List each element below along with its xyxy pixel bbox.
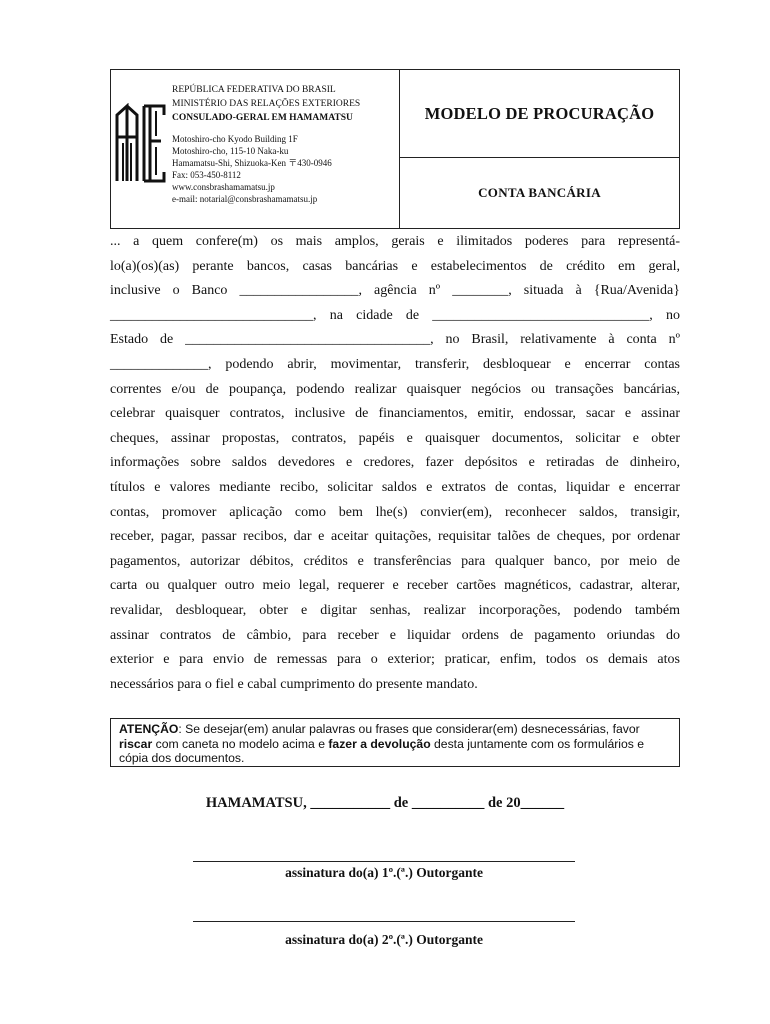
address-line: Hamamatsu-Shi, Shizuoka-Ken 〒430-0946 <box>172 158 332 168</box>
title-cell <box>400 70 679 158</box>
address-line: Motoshiro-cho Kyodo Building 1F <box>172 134 298 144</box>
document-title: MODELO DE PROCURAÇÃO <box>424 103 655 123</box>
place-date-line[interactable]: HAMAMATSU, ___________ de __________ de 20______ <box>205 795 565 811</box>
body-line: Estado de ___________________________________, no Brasil, relativamente à conta nº <box>110 332 680 348</box>
body-line: carta ou qualquer outro meio legal, requerer e receber cartões magnéticos, cadastrar, alterar, <box>110 578 680 594</box>
body-line: revalidar, desbloquear, obter e digitar senhas, realizar incorporações, podendo também <box>110 602 680 618</box>
body-line: inclusive o Banco _________________, agência nº ________, situada à {Rua/Avenida} <box>110 283 680 299</box>
signature-line-2[interactable] <box>193 921 575 922</box>
signature-line-1[interactable] <box>193 861 575 862</box>
signature-label-2: assinatura do(a) 2º.(ª.) Outorgante <box>285 932 483 947</box>
email-link[interactable]: e-mail: notarial@consbrashamamatsu.jp <box>172 194 318 204</box>
body-line: receber, pagar, passar recibos, dar e aceitar quitações, requisitar talões de cheques, por ordenar <box>110 529 680 545</box>
ministry-name: MINISTÉRIO DAS RELAÇÕES EXTERIORES <box>172 99 361 109</box>
procuration-body <box>110 230 680 697</box>
body-line: ______________, podendo abrir, movimentar, transferir, desbloquear e encerrar contas <box>110 356 680 372</box>
body-line: pagamentos, autorizar débitos, créditos e transferências para qualquer banco, por meio de <box>110 553 680 569</box>
attention-notice <box>110 718 680 767</box>
body-line: correntes e/ou de poupança, podendo realizar quaisquer negócios ou transações bancárias, <box>110 381 680 397</box>
consulate-address <box>172 133 332 205</box>
body-line: necessários para o fiel e cabal cumprimento do presente mandato. <box>110 676 478 692</box>
signature-label-1: assinatura do(a) 1º.(ª.) Outorgante <box>285 865 483 880</box>
document-header <box>110 69 680 229</box>
body-line: assinar contratos de câmbio, para receber e liquidar ordens de pagamento oriundas do <box>110 627 680 643</box>
body-line: ... a quem confere(m) os mais amplos, gerais e ilimitados poderes para representá- <box>110 234 680 249</box>
fax-line: Fax: 053-450-8112 <box>172 170 241 180</box>
ae-monogram-logo-icon <box>114 103 167 183</box>
body-line: informações sobre saldos devedores e credores, fazer depósitos e retiradas de dinheiro, <box>110 455 680 471</box>
consulate-info-cell <box>111 70 400 228</box>
notice-text: com caneta no modelo acima e <box>152 736 329 751</box>
consulate-name: CONSULADO-GERAL EM HAMAMATSU <box>172 113 353 123</box>
body-line: _____________________________, na cidade de _______________________________, no <box>110 307 680 323</box>
subtitle-cell <box>400 158 679 228</box>
notice-label: ATENÇÃO <box>119 722 179 736</box>
body-line: lo(a)(os)(as) perante bancos, casas bancárias e estabelecimentos de crédito em geral, <box>110 258 680 274</box>
notice-emphasis: riscar <box>119 736 153 751</box>
notice-emphasis: fazer a devolução <box>328 736 431 751</box>
body-line: contas, promover aplicação como bem lhe(s) convier(em), reconhecer saldos, transigir, <box>110 504 680 520</box>
body-line: exterior e para envio de remessas para o exterior; praticar, enfim, todos os demais atos <box>110 652 680 668</box>
document-subtitle: CONTA BANCÁRIA <box>478 185 601 200</box>
website-link[interactable]: www.consbrashamamatsu.jp <box>172 182 275 192</box>
notice-text: desta juntamente com os formulários e cópia dos documentos. <box>119 736 645 765</box>
notice-text: : Se desejar(em) anular palavras ou frases que considerar(em) desnecessárias, favor <box>178 722 640 736</box>
address-line: Motoshiro-cho, 115-10 Naka-ku <box>172 146 289 156</box>
body-line: celebrar quaisquer contratos, inclusive de financiamentos, emitir, endossar, sacar e assinar <box>110 406 680 422</box>
body-line: cheques, assinar propostas, contratos, papéis e quaisquer documentos, solicitar e obter <box>110 430 680 446</box>
republic-name: REPÚBLICA FEDERATIVA DO BRASIL <box>172 85 336 95</box>
body-line: títulos e valores mediante recibo, solicitar saldos e extratos de contas, liquidar e encerrar <box>110 479 680 495</box>
